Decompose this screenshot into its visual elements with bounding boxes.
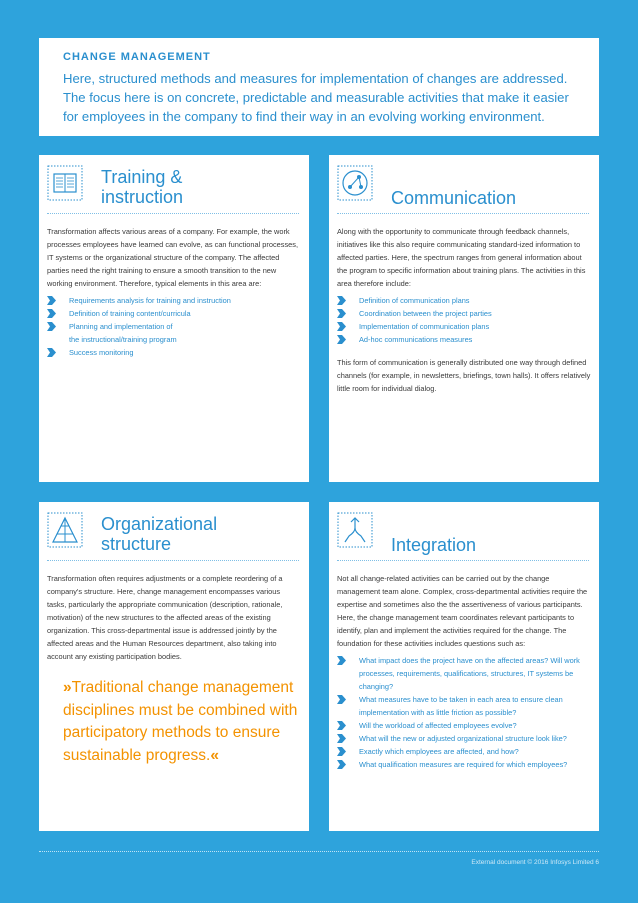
list-item: Success monitoring bbox=[47, 346, 301, 359]
list-item: Ad-hoc communications measures bbox=[337, 333, 591, 346]
list-item: Will the workload of affected employees evolve? bbox=[337, 719, 591, 732]
divider bbox=[337, 213, 589, 214]
training-body: Transformation affects various areas of a company. For example, the work processes employees have learned can evolve, as can functional processes, IT systems or the organizational structure of the company. The affected parties need the right training to ensure a smooth transition to the new working environment. Therefore, typical elements in this area are: bbox=[47, 227, 299, 288]
communication-body: Along with the opportunity to communicate through feedback channels, initiatives like this also require communicating standard-ized information to affected parties. Here, the spectrum ranges from general information about the program to specific information about training plans. The activities in this area therefore include: bbox=[337, 227, 586, 288]
communication-list bbox=[337, 294, 591, 346]
integration-card bbox=[329, 502, 599, 831]
organizational-title bbox=[101, 514, 217, 554]
list-item: Definition of training content/curricula bbox=[47, 307, 301, 320]
arrow-icon bbox=[337, 695, 346, 704]
list-item: What impact does the project have on the affected areas? Will work processes, requirements, qualifications, structures, IT systems be changing? bbox=[337, 654, 591, 693]
arrow-icon bbox=[337, 721, 346, 730]
list-item: Exactly which employees are affected, and how? bbox=[337, 745, 591, 758]
training-card bbox=[39, 155, 309, 482]
arrow-icon bbox=[337, 335, 346, 344]
communication-body-2: This form of communication is generally distributed one way through defined channels (for example, in newsletters, briefings, town halls). It offers relatively little room for individual dialog. bbox=[337, 358, 591, 393]
list-item: Definition of communication plans bbox=[337, 294, 591, 307]
quote-open: » bbox=[63, 679, 72, 696]
training-list bbox=[47, 294, 301, 359]
organizational-title-line2: structure bbox=[101, 534, 172, 554]
merge-arrows-icon bbox=[337, 512, 373, 548]
header-box bbox=[39, 38, 599, 136]
arrow-icon bbox=[47, 296, 56, 305]
list-item: What will the new or adjusted organizational structure look like? bbox=[337, 732, 591, 745]
communication-card bbox=[329, 155, 599, 482]
structure-icon bbox=[47, 512, 83, 548]
organizational-title-line1: Organizational bbox=[101, 514, 218, 534]
list-item: What measures have to be taken in each area to ensure clean implementation with as little friction as possible? bbox=[337, 693, 591, 719]
divider bbox=[47, 213, 299, 214]
arrow-icon bbox=[47, 309, 56, 318]
arrow-icon bbox=[337, 322, 346, 331]
divider bbox=[337, 560, 589, 561]
list-item: Coordination between the project parties bbox=[337, 307, 591, 320]
quote-text: Traditional change management disciplines must be combined with participatory methods to ensure sustainable progress. bbox=[63, 679, 298, 764]
arrow-icon bbox=[337, 309, 346, 318]
training-title-line1: Training & bbox=[101, 167, 183, 187]
arrow-icon bbox=[337, 296, 346, 305]
section-title: CHANGE MANAGEMENT bbox=[63, 51, 211, 63]
network-icon bbox=[337, 165, 373, 201]
arrow-icon bbox=[47, 348, 56, 357]
arrow-icon bbox=[337, 734, 346, 743]
organizational-body: Transformation often requires adjustments or a complete reordering of a company's structure. Here, change management encompasses various tasks, particularly the appropriate communication (description, rationale, motivation) of the new structures to the affected areas of the existing organization. This cross-departmental issue is addressed jointly by the affected areas and the Human Resources department, also taking into account any existing participation bodies. bbox=[47, 574, 283, 661]
communication-title: Communication bbox=[391, 188, 517, 208]
training-title-line2: instruction bbox=[101, 187, 184, 207]
organizational-card bbox=[39, 502, 309, 831]
arrow-icon bbox=[337, 760, 346, 769]
list-item: Implementation of communication plans bbox=[337, 320, 591, 333]
pull-quote bbox=[63, 677, 303, 767]
integration-title: Integration bbox=[391, 535, 477, 555]
integration-body: Not all change-related activities can be carried out by the change management team alone. Complex, cross-departmental activities require the expertise and sometimes also the the assertiveness of various participants. Here, the change management team coordinates relevant participants to identify, plan and implement the activities required for the change. The foundation for these activities includes questions such as: bbox=[337, 574, 588, 648]
footer-divider bbox=[39, 851, 599, 852]
arrow-icon bbox=[337, 747, 346, 756]
list-item: What qualification measures are required for which employees? bbox=[337, 758, 591, 771]
divider bbox=[47, 560, 299, 561]
footer-text: External document © 2016 Infosys Limited 6 bbox=[471, 859, 599, 866]
section-intro: Here, structured methods and measures for implementation of changes are addressed. The focus here is on concrete, predictable and measurable activities that make it easier for employees in the company to find their way in an evolving working environment. bbox=[63, 71, 569, 124]
arrow-icon bbox=[337, 656, 346, 665]
list-item: Requirements analysis for training and instruction bbox=[47, 294, 301, 307]
quote-close: « bbox=[210, 746, 219, 764]
integration-list bbox=[337, 654, 591, 771]
book-icon bbox=[47, 165, 83, 201]
list-item: Planning and implementation of the instructional/training program bbox=[47, 320, 301, 346]
arrow-icon bbox=[47, 322, 56, 331]
training-title bbox=[101, 167, 183, 207]
